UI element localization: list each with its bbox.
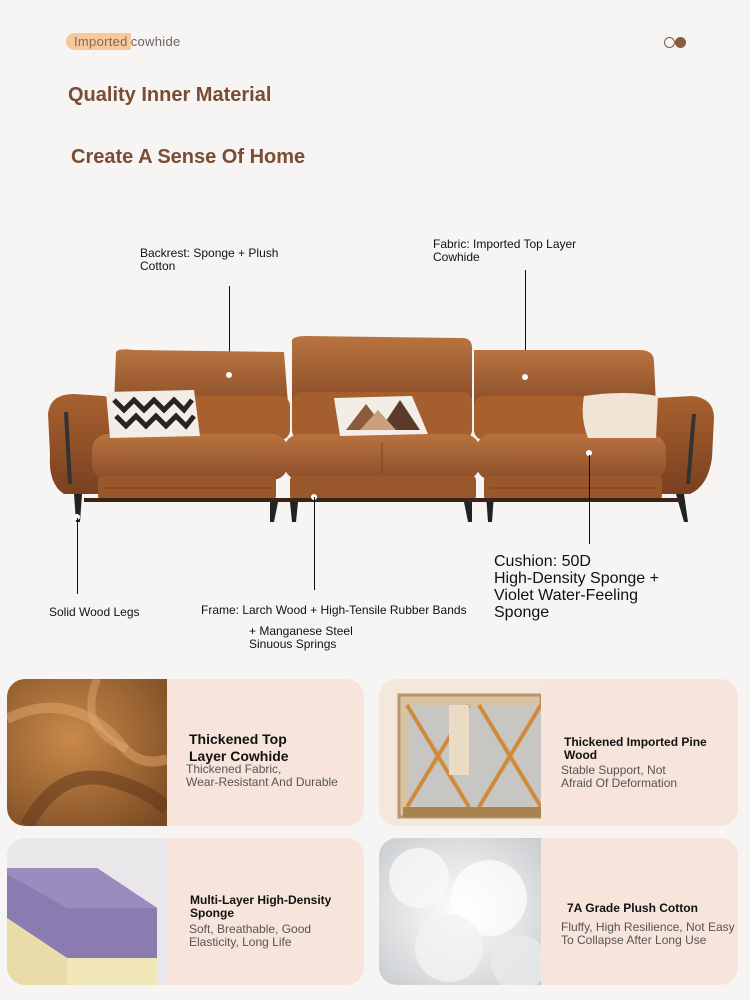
leather-texture-icon [7, 679, 167, 826]
callout-frame-line3: Sinuous Springs [249, 637, 337, 651]
headline-quality: Quality Inner Material [68, 84, 272, 106]
callout-cushion-line [589, 455, 590, 544]
card-pine-sub-1: Stable Support, Not [561, 763, 666, 777]
wood-frame-icon [379, 679, 541, 826]
callout-frame-line2: + Manganese Steel [249, 624, 353, 638]
callout-legs: Solid Wood Legs [49, 605, 140, 619]
callout-cushion [494, 553, 659, 621]
callout-backrest [140, 247, 278, 273]
callout-fabric-line2: Cowhide [433, 250, 480, 264]
callout-fabric [433, 238, 576, 264]
dot-inactive-icon [664, 37, 675, 48]
card-sponge-sub [189, 923, 311, 948]
card-pine-sub-2: Afraid Of Deformation [561, 775, 678, 790]
card-plush-cotton [379, 838, 738, 985]
callout-backrest-line1: Backrest: Sponge + Plush [140, 246, 279, 260]
card-sponge-title-2: Sponge [190, 906, 234, 920]
callout-legs-line [77, 518, 78, 594]
card-sponge-sub-1: Soft, Breathable, Good [189, 922, 312, 936]
callout-frame-line1: Frame: Larch Wood + High-Tensile Rubber Bands [201, 603, 467, 617]
callout-backrest-line2: Cotton [140, 259, 176, 273]
callout-cushion-line2: High-Density Sponge + [494, 570, 659, 587]
card-cotton-title: 7A Grade Plush Cotton [567, 901, 698, 915]
card-sponge-title [190, 894, 331, 920]
card-pine-wood [379, 679, 738, 826]
callout-fabric-line1: Fabric: Imported Top Layer [433, 237, 577, 251]
callout-cushion-line4: Sponge [494, 604, 550, 621]
callout-frame-more [249, 625, 353, 651]
card-cowhide-title-1: Thickened Top [189, 731, 287, 747]
card-sponge [7, 838, 364, 985]
card-cowhide-sub-1: Thickened Fabric, [186, 762, 282, 776]
plush-cotton-icon [379, 838, 541, 985]
card-cowhide [7, 679, 364, 826]
headline-home: Create A Sense Of Home [71, 146, 306, 168]
card-cowhide-title-2: Layer Cowhide [189, 748, 289, 764]
card-pine-title [564, 736, 707, 762]
card-sponge-title-1: Multi-Layer High-Density [190, 893, 332, 907]
card-cotton-sub-1: Fluffy, High Resilience, Not Easy [561, 920, 735, 934]
card-cotton-sub [561, 921, 735, 946]
tag-highlight: Imported [66, 33, 131, 50]
sponge-layers-icon [7, 838, 167, 985]
card-pine-title-1: Thickened Imported Pine [564, 735, 707, 749]
card-cowhide-sub [186, 763, 338, 788]
card-cowhide-sub-2: Wear-Resistant And Durable [186, 774, 338, 789]
dot-active-icon [675, 37, 686, 48]
callout-cushion-line3: Violet Water-Feeling [494, 587, 639, 604]
callout-frame-line [314, 497, 315, 590]
card-pine-sub [561, 764, 677, 789]
pagination-dots [664, 37, 688, 49]
card-cotton-sub-2: To Collapse After Long Use [561, 932, 707, 947]
material-tag [66, 34, 181, 49]
tag-rest: cowhide [130, 34, 181, 49]
leather-sofa-image [44, 334, 720, 530]
callout-cushion-line1: Cushion: 50D [494, 553, 591, 570]
card-cowhide-title [189, 731, 289, 765]
card-pine-title-2: Wood [564, 748, 598, 762]
card-sponge-sub-2: Elasticity, Long Life [189, 934, 292, 949]
